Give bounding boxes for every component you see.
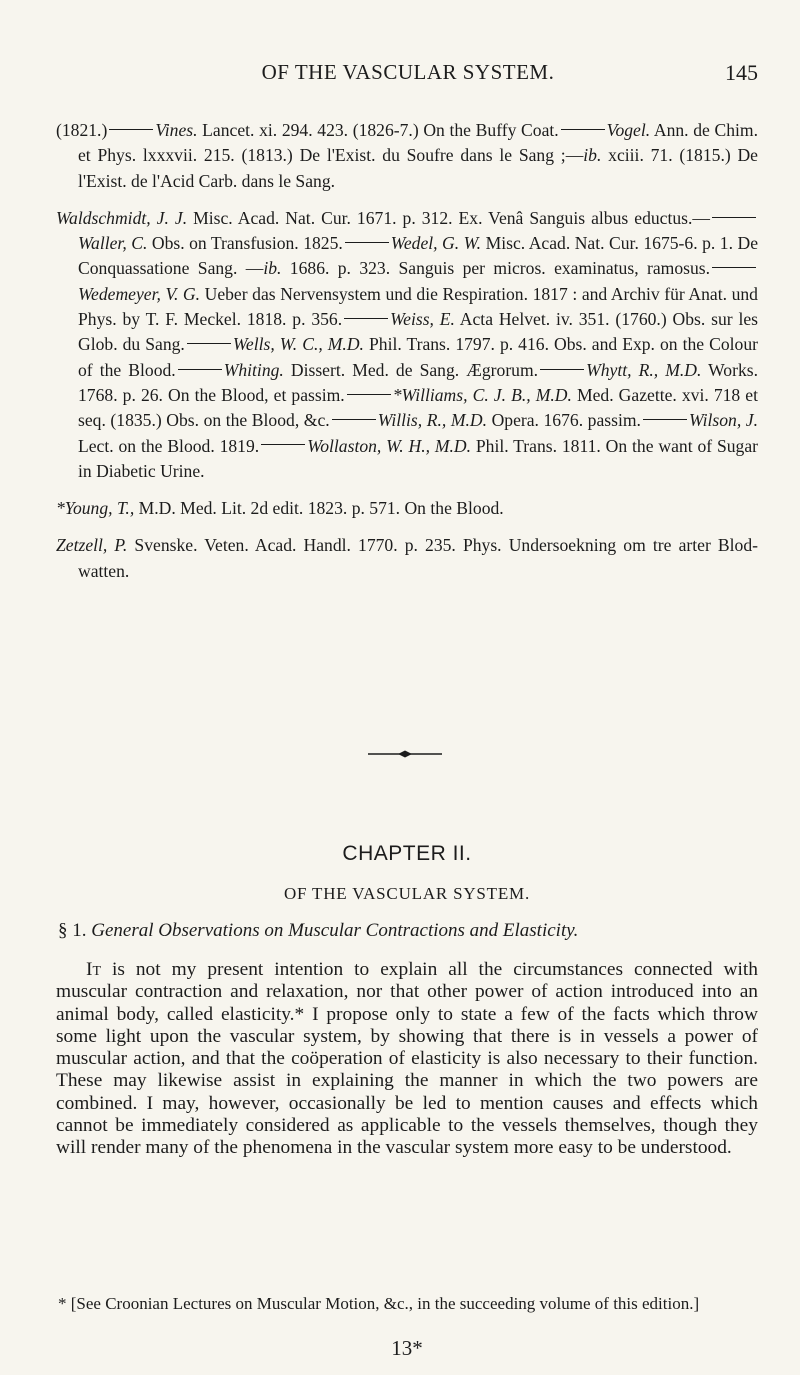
footnote: * [See Croonian Lectures on Muscular Motion, &c., in the succeeding volume of this edition.]: [58, 1294, 700, 1313]
section-number: § 1.: [58, 920, 87, 941]
reference-text: (1821.): [56, 120, 108, 140]
signature-mark: 13*: [391, 1336, 423, 1360]
reference-text: Dissert. Med. de Sang. Ægrorum.: [283, 359, 539, 380]
reference-text: Phil. Trans. 1811. On the want of Sugar in Diabetic Urine.: [78, 435, 759, 481]
reference-author: Zetzell, P.: [56, 535, 128, 556]
reference-author: Wedemeyer, V. G.: [78, 283, 201, 304]
em-rule: [643, 419, 687, 420]
reference-text: Misc. Acad. Nat. Cur. 1671. p. 312. Ex. Venâ Sanguis albus eductus.—: [187, 207, 710, 228]
reference-entry: [56, 533, 758, 584]
reference-author: Wedel, G. W.: [390, 233, 482, 254]
page-number: 145: [725, 60, 758, 85]
reference-text: Obs. on Transfusion. 1825.: [147, 233, 343, 254]
em-rule: [344, 318, 388, 319]
bibliography-list: [56, 118, 758, 596]
em-rule: [540, 369, 584, 370]
reference-text: Works. 1768. p. 26. On the Blood, et passim.: [78, 359, 759, 405]
reference-text: M.D. Med. Lit. 2d edit. 1823. p. 571. On the Blood.: [134, 498, 504, 519]
em-rule: [345, 242, 389, 243]
running-title: OF THE VASCULAR SYSTEM.: [261, 60, 555, 84]
reference-entry: [56, 118, 758, 194]
reference-author: Whytt, R., M.D.: [586, 359, 702, 380]
chapter-title: CHAPTER II.: [342, 842, 472, 865]
reference-text: Misc. Acad. Nat. Cur. 1675-6. p. 1. De Conquassatione Sang. —: [78, 233, 758, 279]
reference-author: Waldschmidt, J. J.: [56, 207, 188, 228]
reference-text: Opera. 1676. passim.: [487, 410, 641, 431]
reference-text: Phil. Trans. 1797. p. 416. Obs. and Exp. on the Colour of the Blood.: [78, 334, 759, 380]
reference-text: Ann. de Chim. et Phys. lxxxvii. 215. (1813.) De l'Exist. du Soufre dans le Sang ;—: [78, 120, 758, 166]
reference-author: Wollaston, W. H., M.D.: [307, 435, 472, 456]
reference-author: Whiting.: [223, 359, 284, 380]
reference-text: Lancet. xi. 294. 423. (1826-7.) On the Buffy Coat.: [197, 120, 559, 140]
reference-author: Weiss, E.: [390, 309, 455, 330]
reference-entry: [56, 496, 758, 521]
reference-text: Ueber das Nervensystem und die Respiration. 1817 : and Archiv für Anat. und Phys. by T. F. Meckel. 1818. p. 356.: [78, 283, 758, 330]
running-head: [58, 60, 758, 90]
reference-author: Wilson, J.: [688, 410, 759, 431]
reference-author: Willis, R., M.D.: [377, 410, 487, 431]
section-title: General Observations on Muscular Contractions and Elasticity.: [91, 920, 579, 941]
em-rule: [261, 444, 305, 445]
reference-author: *Young, T.,: [56, 498, 135, 519]
reference-author: Waller, C.: [78, 233, 148, 254]
reference-text: Med. Gazette. xvi. 718 et seq. (1835.) Obs. on the Blood, &c.: [78, 384, 759, 431]
reference-author: *Williams, C. J. B., M.D.: [392, 384, 572, 405]
reference-text: Svenske. Veten. Acad. Handl. 1770. p. 235. Phys. Undersoekning om tre arter Blod-watten.: [78, 535, 758, 581]
em-rule: [561, 129, 605, 130]
body-paragraph: [56, 959, 758, 1160]
ornament-divider: [368, 750, 442, 758]
reference-text: xciii. 71. (1815.) De l'Exist. de l'Acid Carb. dans le Sang.: [78, 145, 758, 191]
body-lead-word: It: [86, 959, 102, 980]
reference-author: Vines.: [155, 120, 198, 140]
reference-author: ib.: [583, 145, 602, 166]
em-rule: [712, 217, 756, 218]
em-rule: [347, 394, 391, 395]
reference-entry: [56, 206, 758, 484]
reference-text: Acta Helvet. iv. 351. (1760.) Obs. sur les Glob. du Sang.: [78, 309, 758, 355]
em-rule: [712, 267, 756, 268]
reference-text: 1686. p. 323. Sanguis per micros. examinatus, ramosus.: [281, 258, 710, 279]
section-heading: [58, 920, 758, 942]
em-rule: [332, 419, 376, 420]
chapter-subtitle: OF THE VASCULAR SYSTEM.: [283, 884, 531, 903]
reference-author: Wells, W. C., M.D.: [232, 334, 364, 355]
em-rule: [187, 343, 231, 344]
reference-text: Lect. on the Blood. 1819.: [78, 435, 260, 456]
reference-author: ib.: [263, 258, 282, 279]
em-rule: [109, 129, 153, 130]
reference-author: Vogel.: [606, 120, 651, 140]
em-rule: [178, 369, 222, 370]
body-text: is not my present intention to explain all the circumstances connected with muscular contraction and relaxation, nor that other power of action introduced into an animal body, called elasticity.* I propose only to state a few of the facts which throw some light upon the vascular system, by showing that there is in vessels a power of muscular action, and that the coöperation of elasticity is also necessary to their function. These may likewise assist in explaining the manner in which the two powers are combined. I may, however, occasionally be led to mention causes and effects which cannot be immediately considered as applicable to the vessels themselves, though they will render many of the phenomena in the vascular system more easy to be understood.: [56, 959, 758, 1159]
